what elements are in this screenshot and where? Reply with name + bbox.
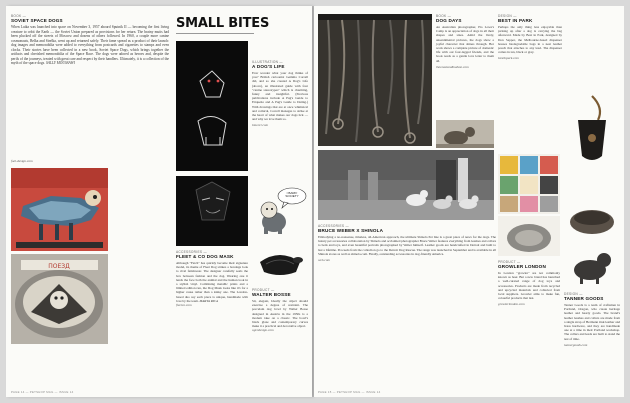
shinola-article [318,224,496,262]
walter-bosse-bowl-image [252,242,308,282]
soviet-url[interactable]: fuel-design.com [11,159,33,163]
soviet-body [11,25,169,66]
tanner-url[interactable]: tannergoods.com [564,342,588,347]
shinola-url[interactable]: weh.com [318,258,330,263]
page-footer: PAGE 14 — PETSHOP MAG — ISSUE 14 [11,390,74,394]
svg-text:ПОЕЗД: ПОЕЗД [48,263,70,270]
best-in-park-body: Perhaps the only thing less enjoyable than picking up after a dog is carrying the bag afterward. Made by Best in Park, designed by Don Sapper, the Melbourne-based dispenser houses biodegradable bags in a neat leather pouch that attaches to any lead. The dispenser comes in tan, black or grey. [498,25,562,55]
soviet-body-text: When Laika was launched into space on November 3, 1957 aboard Sputnik II — becoming the first living creature to orbit the Earth — the Soviet Union prepared as provisions for her return. The brainy mutts had been plucked off the streets of Moscow and dozens of others followed. In 1960, a couple more canine cosmonauts, Belka and Strelka, went up and returned safely. Their fame spread as a product of their launch: dog images and memorabilia were added to everything from postcards and cigarettes to stamps and even clocks. Their stories have been collected in a new book, Soviet Space Dogs, which brings together the artifacts and cherished memorabilia of the Space Race. The dogs were adored as heroes and, despite the perils of the journeys, treated with great care and respect by their handlers. Ultimately, it is a collection of the myth of the space dogs. [11,25,169,65]
article-kicker: ACCESSORIES — [318,224,349,228]
article-kicker: ILLUSTRATION — [252,60,283,64]
article-kicker: ACCESSORIES — [176,250,207,254]
article-kicker: PRODUCT — [252,288,275,292]
article-kicker: BOOK — [11,14,27,18]
leashes-hanging-image [318,14,432,146]
growler-products-image [498,154,560,214]
best-in-park-article [498,14,618,60]
soviet-poster-image [11,168,108,251]
dog-days-article [436,14,494,69]
best-in-park-url[interactable]: bestinpark.com [498,56,519,61]
tanner-article [564,292,620,347]
fleet-article [176,250,248,307]
soviet-book-cover-image [11,254,108,344]
dog-days-url[interactable]: thecoastandhudson.com [436,64,469,69]
article-headline: FLEET & CO DOG MASK [176,254,234,259]
article-headline: DOG DAYS [436,18,462,23]
walter-url[interactable]: ogrodesign.com [252,328,274,333]
tanner-body: Tanner Goods is a team of craftsmen in Portland, Oregon, who create heritage leather and hearty goods. The brand's leather leashes and collars are made from a single strap of Hermann Oak leather and brass hardware, and they are handmade one at a time in their Portland workshop. The collars and leads are built to stand the test of time. [564,303,620,341]
walter-body: Sit, elegant, Ideally the object should exercise a degree of restraint. The porcelain dog bowl by Walter Bosse designed in Austria in the 1950s is a modern take on a classic. The bowl's black glaze and contemporary curves make it a practical and decorative object. [252,299,308,329]
dogs-life-body: Ever wonder what your dog thinks of you? British cartoonist Gemma Correll did, and so she created A Dog's Life (above), an illustrated guide with four "canine stereotypes" which is charming, funny and insightful. (Previous publications include A Pug's Guide to Etiquette and A Pug's Guide to Dating.) With drawings that are at once whimsical and comical, Correll manages to strike at the heart of what makes our dogs tick — and why we love them so. [252,71,308,122]
article-headline: BEST IN PARK [498,18,533,23]
article-kicker: DESIGN — [564,292,583,296]
article-headline: SOVIET SPACE DOGS [11,18,63,23]
fleet-credit: MARTA RICA [199,298,219,303]
speech-bubble-text: I BARK! SOCIETY [285,191,299,199]
article-kicker: PRODUCT — [498,260,521,264]
tanner-dog-image [564,242,620,286]
walter-article [252,288,308,332]
article-headline: TANNER GOODS [564,296,604,301]
bag-dispenser-image [564,94,620,170]
article-kicker: DESIGN — [498,14,517,18]
fleet-dog-mask-image [176,176,248,246]
article-headline: A DOG'S LIFE [252,64,285,69]
growler-url[interactable]: growlerlondon.com [498,302,525,307]
dogs-life-article [252,60,308,127]
growler-body: In London "growler" are not commonly known as beer. But a new brand has launched a well-curated range of dog toys and accessories. Products are made from recycled and upcycled materials and collected from local suppliers. Growler aims to make fun, colourful products that last. [498,271,560,301]
tanner-bowl-image [564,200,620,240]
growler-toy-image [498,216,560,256]
soviet-credit: SALLY MOUSSAWI [45,61,75,65]
dogs-life-url[interactable]: bmcorr.com [252,123,269,128]
growler-article [498,260,560,306]
article-headline: GROWLER LONDON [498,264,546,269]
cartoon-dog-illustration [252,184,308,236]
article-headline: WALTER BOSSE [252,292,291,297]
dog-days-photo [436,120,494,148]
soviet-space-dogs-article [11,14,107,23]
fleet-body [176,261,248,303]
dogs-life-illustration-dark [176,41,248,171]
shinola-body: Embodying a no-nonsense, timeless, all-American approach, the ultimate Shinola Pet line is a great piece of news for the dogs. The luxury pet accessories collaboration by Shinola and acclaimed photographer Bruce Weber features everything from leashes and collars to beds and toys, and even beautiful portraits photographed by Weber himself. Leather goods are handcrafted in Detroit and built to last a lifetime. Proceeds from the collection go to the Detroit Dog Rescue. The range was launched in September and is available in all Shinola stores as well as shinola.com. Finally, outstanding accessories in dog-friendly America. [318,235,496,256]
article-kicker: BOOK — [436,14,452,18]
dog-days-body: An Australian photographer, Pia Lowe's Camp is an appreciation of dogs in all their shapes and sizes. Amid the lively, unsentimental pictures, the dogs show a joyful character that shines through. Her work shows a complete picture of domestic life with our four-legged friends, and the book reads as a gentle love letter to them all. [436,25,494,63]
title-rule [176,33,254,34]
section-title: SMALL BITES [176,16,270,31]
left-page [6,6,312,397]
right-page [314,6,624,397]
article-headline: BRUCE WEBER X SHINOLA [318,228,384,233]
bruce-weber-dogs-photo [318,150,494,220]
fleet-body-text: Although "Fetch" has quickly become their signature model, its theme of Fleet Dog strikes a bondage look to rival fetishwear. The designer carefully seals the box between fashion and the dog. Wearing one it lends the face both the animal and the human look in a stylish vinyl. Combining metallic prints and a limited edition run, the Dog Mask looks like it's for a higher cause rather than a kinky one. The London-based duo say each piece is unique, handmade with love by the team. [176,261,248,303]
fleet-url[interactable]: fleetco.com [176,303,192,308]
page-footer: PAGE 15 — PETSHOP MAG — ISSUE 14 [318,390,381,394]
